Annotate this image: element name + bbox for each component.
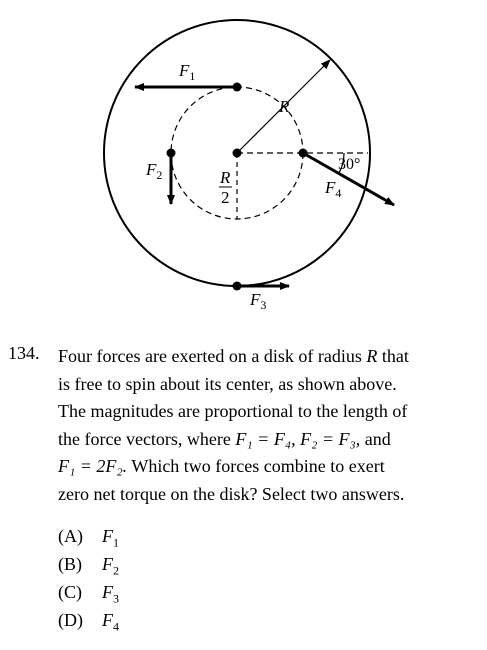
choice-b[interactable]: (B) $F_2$ bbox=[58, 554, 119, 578]
answer-choices bbox=[58, 522, 119, 634]
force-f2-point bbox=[167, 149, 176, 158]
force-f4-label: $F_4$ bbox=[325, 178, 342, 200]
question-number: 134. bbox=[8, 343, 40, 363]
half-radius-denominator: 2 bbox=[221, 188, 230, 207]
half-radius-numerator: R bbox=[220, 168, 231, 187]
force-f3-label: $F_3$ bbox=[250, 290, 267, 312]
choice-c[interactable]: (C) $F_3$ bbox=[58, 582, 119, 606]
force-f1-point bbox=[233, 83, 242, 92]
force-f2-label: $F_2$ bbox=[146, 160, 163, 182]
center-point bbox=[233, 149, 242, 158]
question-text: Four forces are exerted on a disk of radius R that is free to spin about its center, as shown above. The magnitudes are proportional to the length of the force vectors, where F₁ = F₄, F₂ = F₃, and F₁ = 2F₂. Which two forces combine to exert zero net torque on the disk? Select two answers. bbox=[58, 346, 409, 504]
choice-a[interactable]: (A) $F_1$ bbox=[58, 526, 119, 550]
force-f1-label: $F_1$ bbox=[179, 61, 196, 83]
radius-label: R bbox=[279, 97, 290, 116]
force-f4-point bbox=[299, 149, 308, 158]
force-f3-point bbox=[233, 282, 242, 291]
choice-d[interactable]: (D) $F_4$ bbox=[58, 610, 119, 634]
angle-label: 30° bbox=[338, 156, 361, 173]
